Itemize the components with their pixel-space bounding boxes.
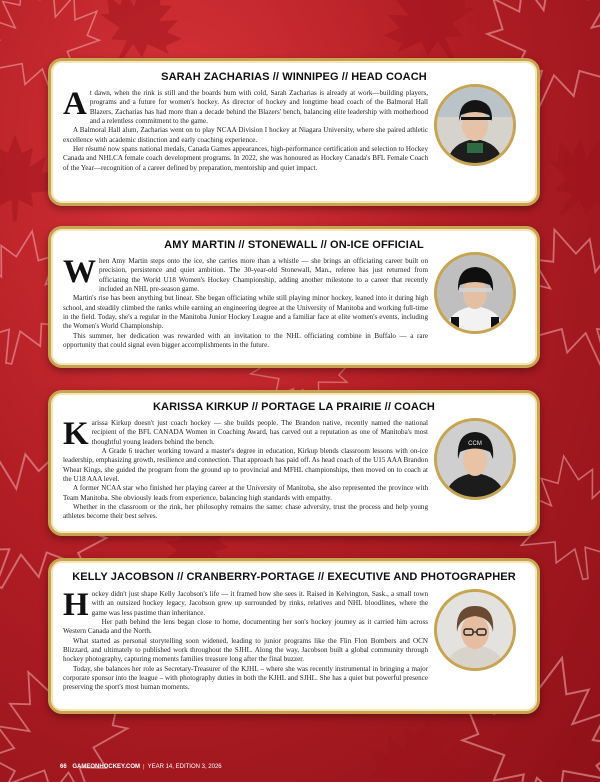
drop-cap: H — [63, 587, 89, 623]
headshot-photo — [434, 589, 516, 671]
edition-info: YEAR 14, EDITION 3, 2026 — [147, 764, 222, 770]
page-footer — [60, 764, 222, 770]
paragraph: ockey didn't just shape Kelly Jacobson's life — it framed how she sees it. Raised in Kelvington, Sask., a small town with an outsized hockey legacy, Jacobson grew up surrounded by rinks, relatives and NHL bloodlines, where the game was less pastime than inheritance. — [91, 590, 428, 617]
profile-card-kelly-jacobson — [48, 558, 540, 714]
headshot-photo — [434, 418, 516, 500]
paragraph: t dawn, when the rink is still and the boards hum with cold, Sarah Zacharias is already at work—building players, programs and a future for women's hockey. As director of hockey and longtime head coach of the Balmoral Hall Blazers, Zacharias has had more than a decade behind the Blazers' bench, balancing elite leadership with motherhood and a relentless commitment to the game. — [89, 89, 428, 126]
profile-title: SARAH ZACHARIAS // WINNIPEG // HEAD COACH — [161, 71, 427, 83]
paragraph: A Grade 6 teacher working toward a master's degree in education, Kirkup blends classroom lessons with on-ice leadership, emphasizing growth, resilience and connection. That approach has paid off. As head coach of the U15 AAA Brandon Wheat Kings, she guided the program from the ground up to provincial and MFHL championships, then moved on to coach at the U18 AAA level. — [63, 447, 428, 484]
profile-card-karissa-kirkup — [48, 390, 540, 536]
paragraph: Her path behind the lens began close to home, documenting her son's hockey journey as it carried him across Western Canada and the North. — [63, 618, 428, 636]
paragraph: arissa Kirkup doesn't just coach hockey — she builds people. The Brandon native, recently named the national recipient of the BFL CANADA Women in Coaching Award, has carved out a reputation as one of Manitoba's most thoughtful young leaders behind the bench. — [91, 419, 428, 446]
profile-body — [63, 416, 428, 522]
footer-separator: | — [143, 764, 145, 770]
profile-title: AMY MARTIN // STONEWALL // ON-ICE OFFICIAL — [164, 239, 424, 251]
profile-body — [63, 86, 428, 173]
headshot-photo — [434, 84, 516, 166]
profile-card-sarah-zacharias — [48, 58, 540, 206]
svg-text:CCM: CCM — [468, 441, 482, 447]
paragraph: Her résumé now spans national medals, Canada Games appearances, high-performance certification and selection to Hockey Canada and NHLCA female coach development programs. In 2022, she was honoured as Hockey Canada's BFL Female Coach of the Year—recognition of a career defined by preparation, mentorship and quiet impact. — [63, 145, 428, 172]
drop-cap: W — [63, 254, 96, 290]
site-name: GAMEONHOCKEY.COM — [72, 764, 141, 770]
profile-body — [63, 254, 428, 350]
paragraph: Martin's rise has been anything but linear. She began officiating while still playing minor hockey, leaned into it during high school, and steadily climbed the ranks while earning an engineering degree at the University of Manitoba and working full-time in the field. Today, she's a regular in the Manitoba Junior Hockey League and a familiar face at elite women's events, including the Women's World Championship. — [63, 294, 428, 331]
drop-cap: K — [63, 416, 89, 452]
paragraph: A Balmoral Hall alum, Zacharias went on to play NCAA Division I hockey at Niagara University, where she paired athletic excellence with academic distinction and early coaching experience. — [63, 126, 428, 144]
profile-body — [63, 587, 428, 693]
headshot-photo — [434, 252, 516, 334]
profile-title: KARISSA KIRKUP // PORTAGE LA PRAIRIE // COACH — [153, 401, 435, 413]
profile-card-amy-martin — [48, 226, 540, 368]
drop-cap: A — [63, 86, 87, 122]
paragraph: A former NCAA star who finished her playing career at the University of Manitoba, she also represented the province with Team Manitoba. She obviously leads from experience, balancing high standards with empathy. — [63, 484, 428, 502]
paragraph: hen Amy Martin steps onto the ice, she carries more than a whistle — she brings an officiating career built on precision, persistence and quiet ambition. The 30-year-old Stonewall, Man., referee has just returned from officiating the World U18 Women's Hockey Championship, adding another milestone to a career that recently included an NHL pre-season game. — [99, 257, 428, 294]
paragraph: This summer, her dedication was rewarded with an invitation to the NHL officiating combine in Buffalo — a rare opportunity that could signal even bigger accomplishments in the future. — [63, 331, 428, 350]
paragraph: What started as personal storytelling soon widened, leading to junior programs like the Flin Flon Bombers and OCN Blizzard, and ultimately to published work throughout the SJHL. Along the way, Jacobson built a global community through hockey photography, capturing moments families treasure long after the final buzzer. — [63, 636, 428, 664]
paragraph: Whether in the classroom or the rink, her philosophy remains the same: chase adversity, trust the process and help young athletes become their best selves. — [63, 503, 428, 521]
page-number: 66 — [60, 764, 67, 770]
profile-title: KELLY JACOBSON // CRANBERRY-PORTAGE // EXECUTIVE AND PHOTOGRAPHER — [72, 571, 516, 583]
paragraph: Today, she balances her role as Secretary-Treasurer of the KJHL – where she was recently instrumental in bringing a major corporate sponsor into the league – with photography duties in both the KJHL and SJHL. She has a quiet but powerful presence preserving the sport's most human moments. — [63, 664, 428, 692]
